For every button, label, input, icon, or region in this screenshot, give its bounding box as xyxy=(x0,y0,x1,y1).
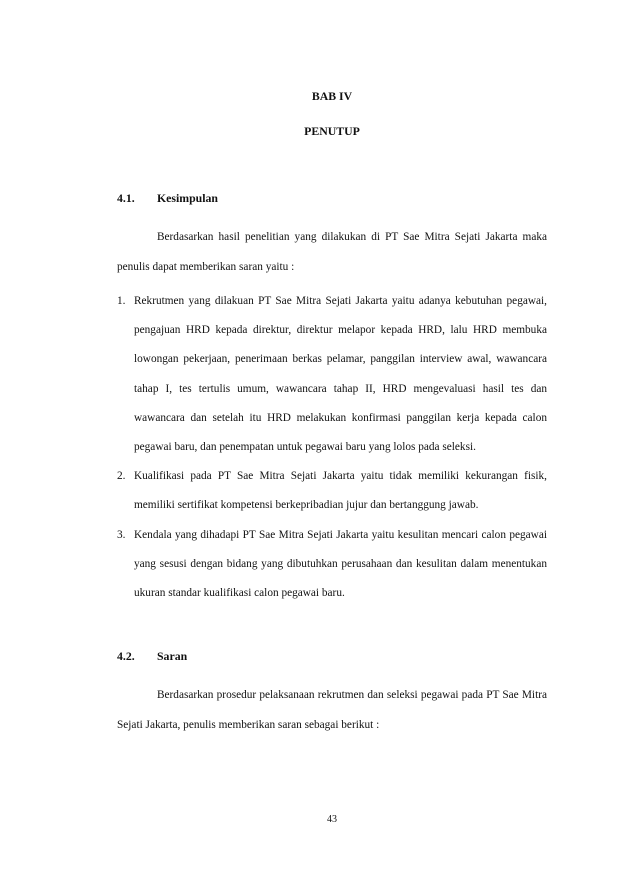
section-heading-suggestion xyxy=(117,649,187,664)
section-heading-conclusion xyxy=(117,191,218,206)
list-marker: 3. xyxy=(117,528,126,541)
conclusion-list xyxy=(117,287,547,608)
list-marker: 1. xyxy=(117,295,126,307)
conclusion-intro-paragraph: Berdasarkan hasil penelitian yang dilakukan di PT Sae Mitra Sejati Jakarta maka penulis dapat memberikan saran yaitu : xyxy=(117,231,547,274)
list-item-text: Rekrutmen yang dilakuan PT Sae Mitra Sejati Jakarta yaitu adanya kebutuhan pegawai, pengajuan HRD kepada direktur, direktur melapor kepada HRD, lalu HRD membuka lowongan pekerjaan, penerimaan berkas pelamar, panggilan interview awal, wawancara tahap I, tes tertulis umum, wawancara tahap II, HRD mengevaluasi hasil tes dan wawancara dan setelah itu HRD melakukan konfirmasi panggilan kerja kepada calon pegawai baru, dan penempatan untuk pegawai baru yang lolos pada seleksi. xyxy=(134,295,547,454)
suggestion-intro-paragraph: Berdasarkan prosedur pelaksanaan rekrutmen dan seleksi pegawai pada PT Sae Mitra Sejati Jakarta, penulis memberikan saran sebagai berikut : xyxy=(117,689,547,732)
section-title: Kesimpulan xyxy=(157,191,218,205)
section-title: Saran xyxy=(157,649,188,663)
list-item xyxy=(117,462,547,520)
list-item-text: Kualifikasi pada PT Sae Mitra Sejati Jakarta yaitu tidak memiliki kekurangan fisik, memiliki sertifikat kompetensi berkepribadian jujur dan bertanggung jawab. xyxy=(134,470,547,512)
chapter-title: PENUTUP xyxy=(304,124,360,138)
section-number: 4.2. xyxy=(117,649,135,663)
list-item-text: Kendala yang dihadapi PT Sae Mitra Sejati Jakarta yaitu kesulitan mencari calon pegawai yang sesusi dengan bidang yang dibutuhkan perusahaan dan kesulitan dalam menentukan ukuran standar kualifikasi calon pegawai baru. xyxy=(134,528,547,600)
list-item xyxy=(117,287,547,462)
chapter-number: BAB IV xyxy=(311,89,353,103)
list-marker: 2. xyxy=(117,470,126,483)
list-item xyxy=(117,521,547,609)
section-number: 4.1. xyxy=(117,191,135,205)
page-number: 43 xyxy=(327,814,337,825)
